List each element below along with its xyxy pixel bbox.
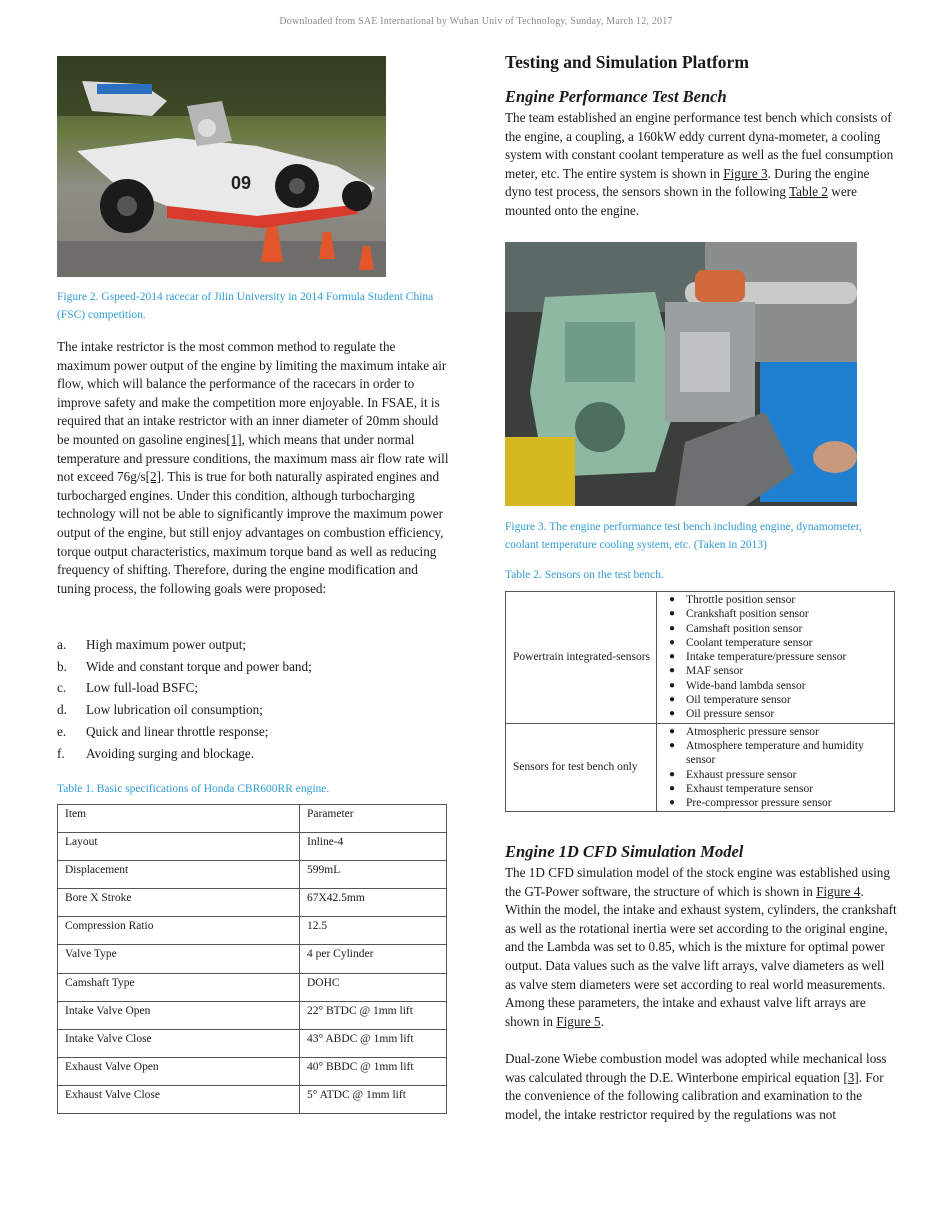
sensor-item	[658, 636, 893, 650]
download-header: Downloaded from SAE International by Wuhan Univ of Technology, Sunday, March 12, 2017	[279, 16, 673, 27]
spec-value-cell: Inline-4	[300, 833, 447, 861]
sensor-list-cell	[657, 723, 895, 812]
spec-value-cell: Parameter	[300, 805, 447, 833]
bullet-icon: ●	[668, 679, 676, 691]
spec-item-cell: Intake Valve Close	[58, 1029, 300, 1057]
figure-2-photo	[57, 56, 386, 277]
paragraph-text: The team established an engine performance test bench which consists of the engine, a coupling, a 160kW eddy current dyna-mometer, a cooling system with constant coolant temperature as well as the fuel consumption meter, etc. The entire system is shown in	[505, 110, 894, 181]
table-row	[58, 833, 447, 861]
bullet-icon: ●	[668, 622, 676, 634]
sensor-name: Oil temperature sensor	[686, 694, 791, 707]
sensor-name: Exhaust temperature sensor	[686, 782, 814, 795]
sensor-item	[658, 679, 893, 693]
spec-value-cell: 22° BTDC @ 1mm lift	[300, 1001, 447, 1029]
restrictor-paragraph	[57, 338, 449, 598]
spec-value-cell: 40° BBDC @ 1mm lift	[300, 1057, 447, 1085]
paragraph-text: Dual-zone Wiebe combustion model was adopted while mechanical loss was calculated through the D.E. Winterbone empirical equation	[505, 1051, 887, 1085]
spec-item-cell: Exhaust Valve Open	[58, 1057, 300, 1085]
right-column	[505, 52, 897, 1122]
sensor-name: MAF sensor	[686, 665, 744, 678]
table-row	[58, 889, 447, 917]
table-row	[58, 861, 447, 889]
sensor-name: Atmosphere temperature and humidity sensor	[686, 739, 864, 767]
spec-item-cell: Compression Ratio	[58, 917, 300, 945]
spec-item-cell: Displacement	[58, 861, 300, 889]
sensor-item	[658, 782, 893, 796]
spec-item-cell: Camshaft Type	[58, 973, 300, 1001]
paragraph-text: The 1D CFD simulation model of the stock engine was established using the GT-Power software, the structure of which is shown in	[505, 865, 890, 899]
figure-4-link[interactable]: Figure 4	[816, 883, 861, 899]
table-2-caption: Table 2. Sensors on the test bench.	[505, 569, 664, 581]
sensor-item	[658, 650, 893, 664]
sensor-item	[658, 593, 893, 607]
spec-item-cell: Bore X Stroke	[58, 889, 300, 917]
bullet-icon: ●	[668, 594, 676, 605]
spec-item-cell: Item	[58, 805, 300, 833]
subsection-title-cfd: Engine 1D CFD Simulation Model	[505, 842, 744, 861]
figure-5-link[interactable]: Figure 5	[556, 1013, 601, 1029]
table-row	[58, 1029, 447, 1057]
bullet-icon: ●	[668, 636, 676, 648]
cfd-paragraph-2	[505, 1050, 897, 1124]
sensor-name: Atmospheric pressure sensor	[686, 725, 819, 738]
sensor-item	[658, 768, 893, 782]
sensor-name: Wide-band lambda sensor	[686, 679, 806, 692]
racecar-image	[57, 56, 386, 277]
sensor-list-cell	[657, 592, 895, 724]
spec-value-cell: 599mL	[300, 861, 447, 889]
paragraph-text: . During the engine dyno test process, the sensors shown in the following	[505, 165, 870, 200]
sensor-item	[658, 707, 893, 721]
goal-item	[57, 656, 449, 678]
bullet-icon: ●	[668, 608, 676, 620]
engine-spec-table	[57, 804, 447, 1114]
spec-item-cell: Valve Type	[58, 945, 300, 973]
paragraph-text: .	[600, 1013, 604, 1029]
goal-item	[57, 678, 449, 700]
figure-3-link[interactable]: Figure 3	[723, 165, 768, 181]
sensor-item	[658, 725, 893, 739]
goal-text: Quick and linear throttle response;	[86, 724, 269, 740]
table-2-link[interactable]: Table 2	[789, 184, 828, 200]
table-row	[58, 973, 447, 1001]
goals-list	[57, 634, 449, 765]
bullet-icon: ●	[668, 725, 676, 737]
sensor-name: Throttle position sensor	[686, 594, 796, 606]
bullet-icon: ●	[668, 782, 676, 794]
goal-letter: a.	[57, 636, 67, 652]
figure-3-caption: Figure 3. The engine performance test bench including engine, dynamometer, coolant temperature cooling system, etc. (Taken in 2013)	[505, 521, 862, 551]
test-bench-image	[505, 242, 857, 506]
paragraph-text: The intake restrictor is the most common method to regulate the maximum power output of the engine by limiting the maximum intake air flow, which will balance the performance of the racecars in order to improve safety and make the competition more enjoyable. In FSAE, it is required that an intake restrictor with an inner diameter of 20mm should be mounted on gasoline engines	[57, 339, 447, 447]
sensor-name: Camshaft position sensor	[686, 622, 803, 635]
sensor-item	[658, 693, 893, 707]
spec-value-cell: 12.5	[300, 917, 447, 945]
goal-letter: e.	[57, 724, 67, 740]
goal-text: High maximum power output;	[86, 636, 247, 652]
bullet-icon: ●	[668, 768, 676, 780]
bullet-icon: ●	[668, 708, 676, 720]
sensor-category: Sensors for test bench only	[506, 723, 657, 812]
test-bench-paragraph	[505, 109, 897, 221]
sensor-category: Powertrain integrated-sensors	[506, 592, 657, 724]
sensor-item	[658, 796, 893, 810]
sensor-group-row	[506, 592, 895, 724]
sensor-name: Crankshaft position sensor	[686, 608, 809, 621]
subsection-title-test-bench: Engine Performance Test Bench	[505, 87, 727, 106]
car-number: 09	[231, 173, 252, 193]
sensor-name: Pre-compressor pressure sensor	[686, 797, 832, 810]
bullet-icon: ●	[668, 665, 676, 677]
goal-text: Wide and constant torque and power band;	[86, 658, 312, 674]
table-row	[58, 1057, 447, 1085]
table-header-row	[58, 805, 447, 833]
table-row	[58, 1085, 447, 1113]
spec-item-cell: Exhaust Valve Close	[58, 1085, 300, 1113]
bullet-icon: ●	[668, 797, 676, 809]
goal-item	[57, 634, 449, 656]
spec-value-cell: 5° ATDC @ 1mm lift	[300, 1085, 447, 1113]
figure-2-caption: Figure 2. Gspeed-2014 racecar of Jilin University in 2014 Formula Student China (FSC) competition.	[57, 291, 434, 321]
reference-link-1[interactable]: [1]	[226, 431, 242, 447]
spec-value-cell: 4 per Cylinder	[300, 945, 447, 973]
sensor-table	[505, 591, 895, 812]
paragraph-text: . Within the model, the intake and exhaust system, cylinders, the crankshaft as well as the rotational inertia were set according to the original engine, and the Lambda was set to 0.85, which is the mixture for optimal power output. Data values such as the valve lift arrays, valve diameters as well as valve stem diameters were set according to real world measurements. Among these parameters, the intake and exhaust valve lift arrays are shown in	[505, 883, 897, 1029]
spec-value-cell: 67X42.5mm	[300, 889, 447, 917]
goal-item	[57, 743, 449, 765]
spec-item-cell: Intake Valve Open	[58, 1001, 300, 1029]
goal-item	[57, 721, 449, 743]
cfd-paragraph-1	[505, 864, 897, 1031]
sensor-item	[658, 739, 893, 768]
reference-link-2[interactable]: [2]	[145, 469, 162, 485]
section-title: Testing and Simulation Platform	[505, 52, 749, 72]
goal-letter: b.	[57, 658, 67, 674]
goal-letter: c.	[57, 680, 67, 696]
table-row	[58, 945, 447, 973]
paragraph-text: . This is true for both naturally aspirated engines and turbocharged engines. Under this condition, although turbocharging technology will not be able to significantly improve the maximum power output of the engine, but still enjoy advantages on combustion efficiency, torque output characteristics, maximum torque band as well as reducing frequency of shifting. Therefore, during the engine modification and tuning process, the following goals were proposed:	[57, 469, 444, 596]
goal-letter: f.	[57, 745, 65, 761]
goal-text: Avoiding surging and blockage.	[86, 745, 254, 761]
left-column	[57, 56, 449, 1101]
sensor-item	[658, 664, 893, 678]
paragraph-text: were mounted onto the engine.	[505, 184, 857, 218]
sensor-group-row	[506, 723, 895, 812]
sensor-name: Coolant temperature sensor	[686, 636, 813, 649]
goal-item	[57, 699, 449, 721]
sensor-name: Oil pressure sensor	[686, 708, 775, 721]
paragraph-text: . For the convenience of the following calibration and examination to the model, the intake restrictor required by the regulations was not	[505, 1069, 884, 1122]
table-row	[58, 1001, 447, 1029]
spec-value-cell: DOHC	[300, 973, 447, 1001]
spec-value-cell: 43° ABDC @ 1mm lift	[300, 1029, 447, 1057]
sensor-item	[658, 607, 893, 621]
bullet-icon: ●	[668, 739, 676, 751]
table-1-caption: Table 1. Basic specifications of Honda CBR600RR engine.	[57, 783, 330, 795]
reference-link-3[interactable]: [3]	[843, 1069, 859, 1085]
sensor-item	[658, 622, 893, 636]
figure-3-photo	[505, 242, 857, 506]
table-row	[58, 917, 447, 945]
bullet-icon: ●	[668, 651, 676, 663]
goal-text: Low full-load BSFC;	[86, 680, 199, 696]
sensor-name: Exhaust pressure sensor	[686, 768, 797, 781]
paragraph-text: , which means that under normal temperature and pressure conditions, the maximum mass air flow rate will not exceed 76g/s	[57, 431, 449, 485]
sensor-name: Intake temperature/pressure sensor	[686, 651, 847, 664]
goal-text: Low lubrication oil consumption;	[86, 702, 263, 718]
bullet-icon: ●	[668, 694, 676, 706]
goal-letter: d.	[57, 702, 67, 718]
spec-item-cell: Layout	[58, 833, 300, 861]
